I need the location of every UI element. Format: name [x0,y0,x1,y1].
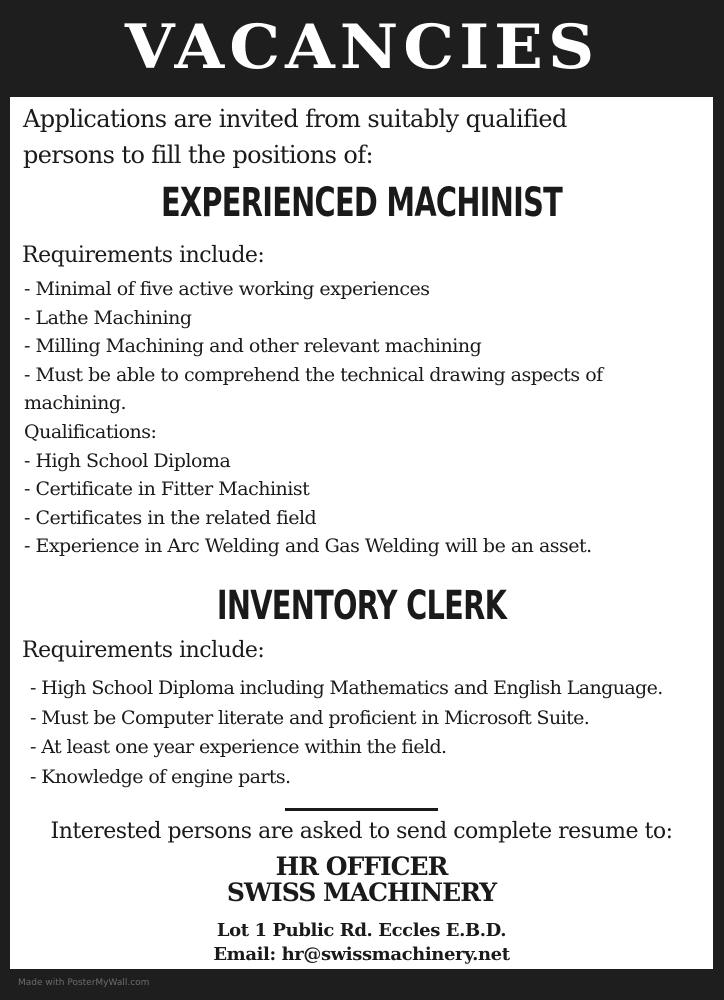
machinist-list [24,275,603,561]
list-item: - Knowledge of engine parts. [30,765,291,788]
divider [285,808,438,811]
list-item: - High School Diploma including Mathematics and English Language. [30,677,663,699]
requirements-heading-clerk: Requirements include: [22,638,265,663]
list-item: - Certificate in Fitter Machinist [24,478,310,501]
list-item: - Minimal of five active working experiences [24,278,430,300]
list-item: - At least one year experience within the field. [30,736,447,758]
contact-email: Email: hr@swissmachinery.net [213,944,510,965]
header-banner [0,0,724,96]
list-item: - Experience in Arc Welding and Gas Welding will be an asset. [24,535,592,558]
contact-address: Lot 1 Public Rd. Eccles E.B.D. [216,920,507,941]
list-item: - Lathe Machining [24,306,192,329]
position-title-machinist: EXPERIENCED MACHINIST [160,180,563,226]
intro-line: Applications are invited from suitably qualified [23,105,567,133]
contact-block [10,854,713,967]
contact-name-line: HR OFFICER [275,852,448,881]
list-item: - Certificates in the related field [24,506,317,529]
list-item: - High School Diploma [24,449,231,472]
qualifications-heading: Qualifications: [24,420,157,443]
intro-line: persons to fill the positions of: [23,141,373,169]
watermark: Made with PosterMyWall.com [18,978,150,988]
contact-intro: Interested persons are asked to send complete resume to: [50,819,673,844]
list-item: - Must be able to comprehend the technical drawing aspects of [24,363,603,386]
contact-company-line: SWISS MACHINERY [226,878,497,907]
list-item: machining. [24,392,127,415]
list-item: - Must be Computer literate and proficient in Microsoft Suite. [30,706,590,729]
vacancy-panel [10,97,713,969]
page-title: VACANCIES [124,11,600,84]
position-title-inventory-clerk: INVENTORY CLERK [216,583,507,629]
clerk-list [30,674,663,792]
intro-text [23,101,567,173]
requirements-heading-machinist: Requirements include: [22,243,265,268]
list-item: - Milling Machining and other relevant machining [24,335,482,358]
